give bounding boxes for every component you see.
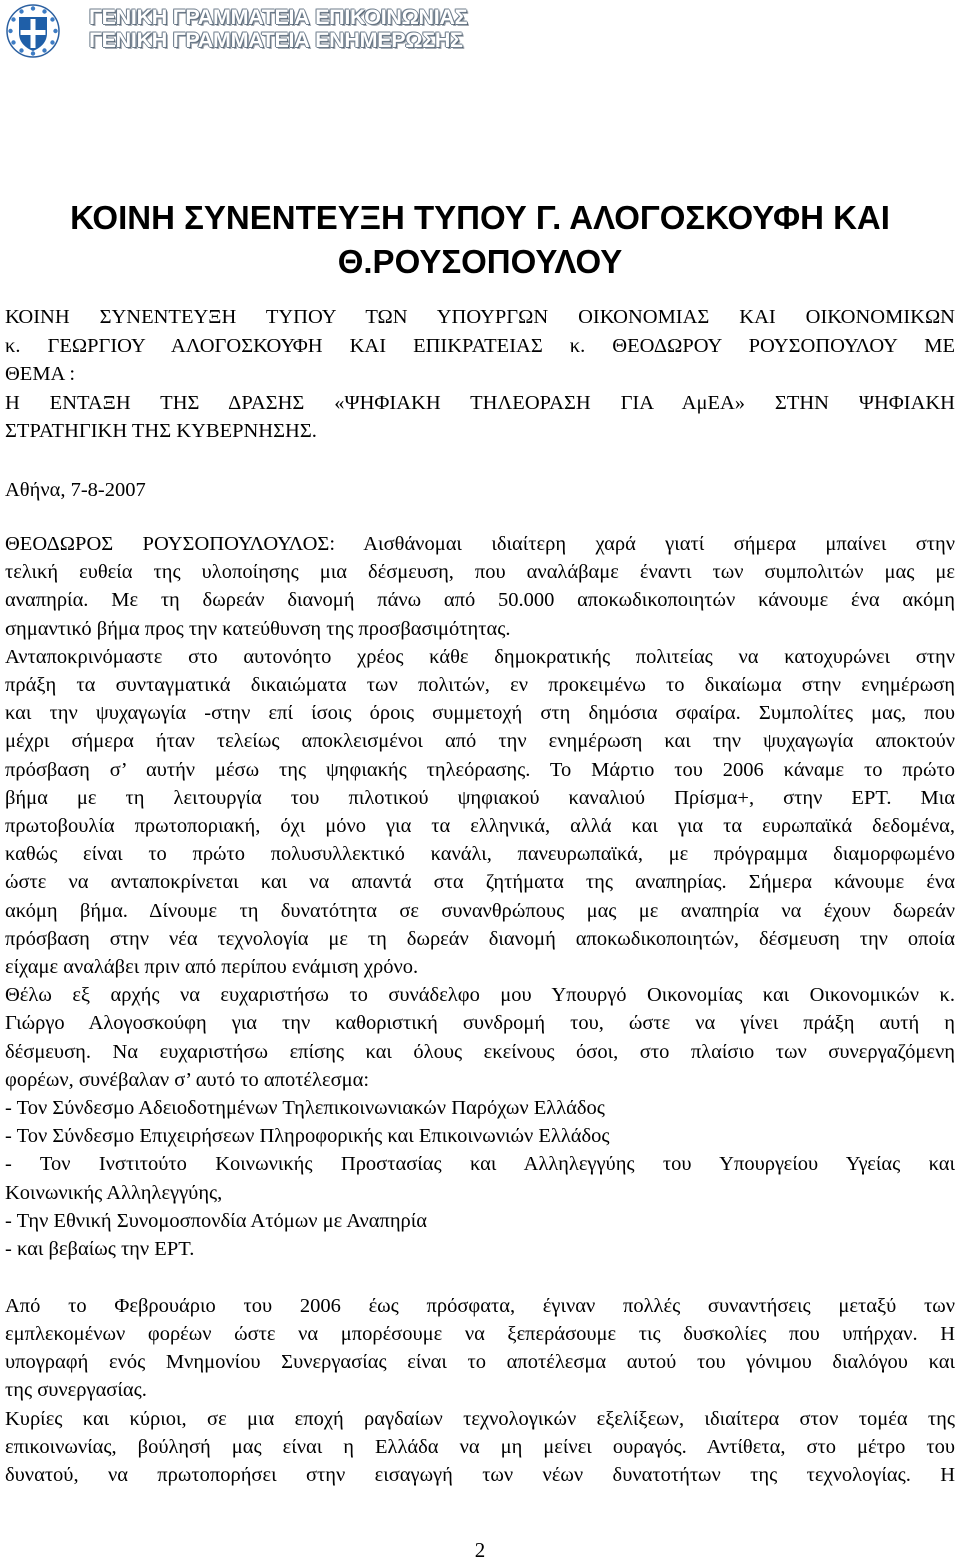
issuer-line-2: ΓΕΝΙΚΗ ΓΡΑΜΜΑΤΕΙΑ ΕΝΗΜΕΡΩΣΗΣ: [89, 28, 463, 52]
body-line: σημαντικό βήμα προς την κατεύθυνση της προσβασιμότητας.: [5, 617, 511, 640]
body-line: Γιώργο Αλογοσκούφη για την καθοριστική συνδρομή του, ώστε να γίνει πράξη αυτή η: [5, 1012, 955, 1035]
list-item: - Τον Ινστιτούτο Κοινωνικής Προστασίας και Αλληλεγγύης του Υπουργείου Υγείας και: [5, 1153, 955, 1176]
body-line: της συνεργασίας.: [5, 1379, 147, 1402]
list-item-continued: Κοινωνικής Αλληλεγγύης,: [5, 1181, 223, 1204]
subject-line: ΣΤΡΑΤΗΓΙΚΗ ΤΗΣ ΚΥΒΕΡΝΗΣΗΣ.: [5, 420, 317, 442]
body-line: πρωτοβουλία πρωτοποριακή, όχι μόνο για τα ελληνικά, αλλά και για τα ευρωπαϊκά δεδομένα,: [5, 815, 955, 838]
body-line: υπογραφή ενός Μνημονίου Συνεργασίας είναι το αποτέλεσμα αυτού του γόνιμου διαλόγου και: [5, 1351, 955, 1374]
body-line: δυνατού, να πρωτοπορήσει στην εισαγωγή των νέων δυνατοτήτων της τεχνολογίας. Η: [5, 1464, 955, 1486]
letterhead: [0, 0, 960, 60]
statement-body: [5, 530, 955, 1489]
body-line: πρόσβαση σ’ αυτήν μέσω της ψηφιακής τηλεόρασης. Το Μάρτιο του 2006 κάναμε το πρώτο: [5, 758, 955, 781]
subject-line: ΚΟΙΝΗ ΣΥΝΕΝΤΕΥΞΗ ΤΥΠΟΥ ΤΩΝ ΥΠΟΥΡΓΩΝ ΟΙΚΟΝΟΜΙΑΣ ΚΑΙ ΟΙΚΟΝΟΜΙΚΩΝ: [5, 306, 955, 328]
subject-line: ΘΕΜΑ :: [5, 363, 76, 385]
list-item: - και βεβαίως την ΕΡΤ.: [5, 1238, 195, 1261]
subject-block: [5, 303, 955, 446]
body-line: πρόσβαση στην νέα τεχνολογία με τη δωρεάν διανομή αποκωδικοποιητών, δέσμευση την οποία: [5, 927, 955, 950]
body-line: τελική ευθεία της υλοποίησης μια δέσμευση, που αναλάβαμε έναντι των συμπολιτών μας με: [5, 561, 955, 584]
body-line: Ανταποκρινόμαστε στο αυτονόητο χρέος κάθε δημοκρατικής πολιτείας να κατοχυρώνει στην: [5, 645, 955, 668]
list-item: - Τον Σύνδεσμο Αδειοδοτημένων Τηλεπικοινωνιακών Παρόχων Ελλάδος: [5, 1097, 605, 1120]
body-line: ΘΕΟΔΩΡΟΣ ΡΟΥΣΟΠΟΥΛΟΥΛΟΣ: Αισθάνομαι ιδιαίτερη χαρά γιατί σήμερα μπαίνει στην: [5, 533, 955, 555]
issuer-names: [89, 6, 467, 52]
subject-line: Η ΕΝΤΑΞΗ ΤΗΣ ΔΡΑΣΗΣ «ΨΗΦΙΑΚΗ ΤΗΛΕΟΡΑΣΗ ΓΙΑ ΑμΕΑ» ΣΤΗΝ ΨΗΦΙΑΚΗ: [5, 391, 955, 414]
list-item: - Τον Σύνδεσμο Επιχειρήσεων Πληροφορικής και Επικοινωνιών Ελλάδος: [5, 1125, 610, 1148]
body-line: Από το Φεβρουάριο του 2006 έως πρόσφατα, έγιναν πολλές συναντήσεις μεταξύ των: [5, 1294, 955, 1317]
body-line: ώστε να ανταποκρίνεται και να απαντά στα ζητήματα της αναπηρίας. Σήμερα κάνουμε ένα: [5, 871, 955, 894]
subject-line: κ. ΓΕΩΡΓΙΟΥ ΑΛΟΓΟΣΚΟΥΦΗ ΚΑΙ ΕΠΙΚΡΑΤΕΙΑΣ κ. ΘΕΟΔΩΡΟΥ ΡΟΥΣΟΠΟΥΛΟΥ ΜΕ: [5, 334, 955, 357]
issuer-line-1: ΓΕΝΙΚΗ ΓΡΑΜΜΑΤΕΙΑ ΕΠΙΚΟΙΝΩΝΙΑΣ: [89, 5, 468, 29]
body-line: φορέων, συνέβαλαν σ’ αυτό το αποτέλεσμα:: [5, 1068, 370, 1091]
document-title: [0, 196, 960, 284]
paragraph-gap: [5, 1263, 955, 1292]
title-line-1: ΚΟΙΝΗ ΣΥΝΕΝΤΕΥΞΗ ΤΥΠΟΥ Γ. ΑΛΟΓΟΣΚΟΥΦΗ ΚΑΙ: [70, 199, 890, 236]
title-line-2: Θ.ΡΟΥΣΟΠΟΥΛΟΥ: [337, 243, 623, 280]
body-line: πράξη τα συνταγματικά δικαιώματα των πολιτών, εν προκειμένω το δικαίωμα στην ενημέρωση: [5, 674, 955, 697]
body-line: εμπλεκομένων φορέων ώστε να μπορέσουμε να ξεπεράσουμε τις δυσκολίες που υπήρχαν. Η: [5, 1322, 955, 1345]
body-line: και την ψυχαγωγία -στην επί ίσοις όροις συμμετοχή στη δημόσια σφαίρα. Συμπολίτες μας, που: [5, 702, 955, 725]
body-line: μέχρι σήμερα ήταν τελείως αποκλεισμένοι από την ενημέρωση και την ψυχαγωγία αποκτούν: [5, 730, 955, 753]
list-item: - Την Εθνική Συνομοσπονδία Ατόμων με Αναπηρία: [5, 1209, 428, 1232]
body-line: δέσμευση. Να ευχαριστήσω επίσης και όλους εκείνους όσοι, στο πλαίσιο των συνεργαζόμενη: [5, 1040, 955, 1063]
place-date: Αθήνα, 7-8-2007: [5, 479, 146, 501]
body-line: ακόμη βήμα. Δίνουμε τη δυνατότητα σε συνανθρώπους μας με αναπηρία να έχουν δωρεάν: [5, 899, 955, 922]
body-line: βήμα με τη λειτουργία του πιλοτικού ψηφιακού καναλιού Πρίσμα+, στην ΕΡΤ. Μια: [5, 786, 955, 809]
greek-state-emblem-icon: [5, 3, 61, 59]
body-line: είχαμε αναλάβει πριν από περίπου ενάμιση χρόνο.: [5, 956, 419, 979]
body-line: Κυρίες και κύριοι, σε μια εποχή ραγδαίων τεχνολογικών εξελίξεων, ιδιαίτερα στον τομέα της: [5, 1407, 955, 1430]
body-line: επικοινωνίας, βούλησή μας είναι η Ελλάδα να μη μείνει ουραγός. Αντίθετα, στο μέτρο του: [5, 1435, 955, 1458]
body-line: Θέλω εξ αρχής να ευχαριστήσω το συνάδελφο μου Υπουργό Οικονομίας και Οικονομικών κ.: [5, 984, 955, 1007]
body-line: καθώς είναι το πρώτο πολυσυλλεκτικό κανάλι, πανευρωπαϊκά, με πρόγραμμα διαμορφωμένο: [5, 843, 955, 866]
body-line: αναπηρία. Με τη δωρεάν διανομή πάνω από 50.000 αποκωδικοποιητών κάνουμε ένα ακόμη: [5, 589, 955, 612]
page-number: 2: [474, 1538, 486, 1562]
